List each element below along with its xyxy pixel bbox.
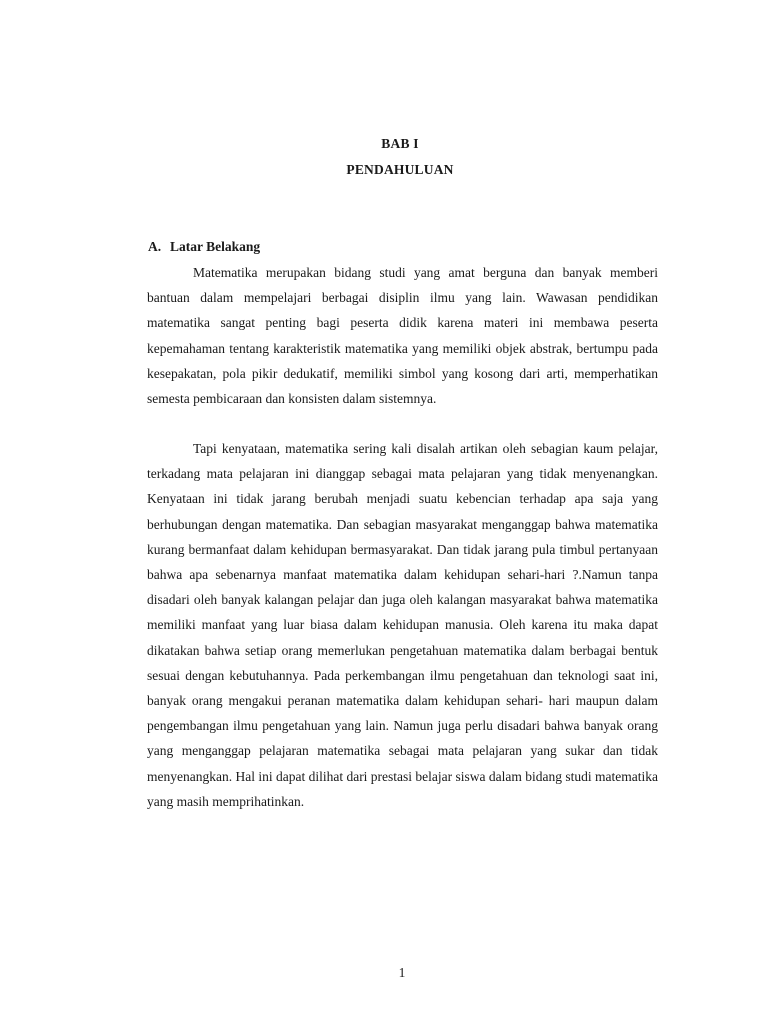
chapter-title: PENDAHULUAN bbox=[346, 162, 454, 177]
body-paragraph: Tapi kenyataan, matematika sering kali disalah artikan oleh sebagian kaum pelajar, terkadang mata pelajaran ini dianggap sebagai mata pelajaran yang tidak menyenangkan. Kenyataan ini tidak jarang berubah menjadi suatu kebencian terhadap apa saja yang berhubungan dengan matematika. Dan sebagian masyarakat menganggap bahwa matematika kurang bermanfaat dalam kehidupan bermasyarakat. Dan tidak jarang pula timbul pertanyaan bahwa apa sebenarnya manfaat matematika dalam kehidupan sehari-hari ?.Namun tanpa disadari oleh banyak kalangan pelajar dan juga oleh kalangan masyarakat bahwa matematika memiliki manfaat yang luar biasa dalam kehidupan manusia. Oleh karena itu maka dapat dikatakan bahwa setiap orang memerlukan pengetahuan matematika dalam berbagai bentuk sesuai dengan kebutuhannya. Pada perkembangan ilmu pengetahuan dan teknologi saat ini, banyak orang mengakui peranan matematika dalam kehidupan sehari- hari maupun dalam pengembangan ilmu pengetahuan yang lain. Namun juga perlu disadari bahwa banyak orang yang menganggap pelajaran matematika sebagai mata pelajaran yang sukar dan tidak menyenangkan. Hal ini dapat dilihat dari prestasi belajar siswa dalam bidang studi matematika yang masih memprihatinkan. bbox=[147, 441, 658, 809]
page-number: 1 bbox=[398, 965, 406, 980]
section-number: A. bbox=[148, 239, 162, 254]
chapter-label: BAB I bbox=[381, 136, 419, 151]
body-paragraph: Matematika merupakan bidang studi yang amat berguna dan banyak memberi bantuan dalam mempelajari berbagai disiplin ilmu yang lain. Wawasan pendidikan matematika sangat penting bagi peserta didik karena materi ini membawa peserta kepemahaman tentang karakteristik matematika yang memiliki objek abstrak, bertumpu pada kesepakatan, pola pikir dedukatif, memiliki simbol yang kosong dari arti, memperhatikan semesta pembicaraan dan konsisten dalam sistemnya. bbox=[147, 265, 658, 407]
section-heading bbox=[148, 239, 260, 255]
section-title: Latar Belakang bbox=[170, 239, 261, 254]
